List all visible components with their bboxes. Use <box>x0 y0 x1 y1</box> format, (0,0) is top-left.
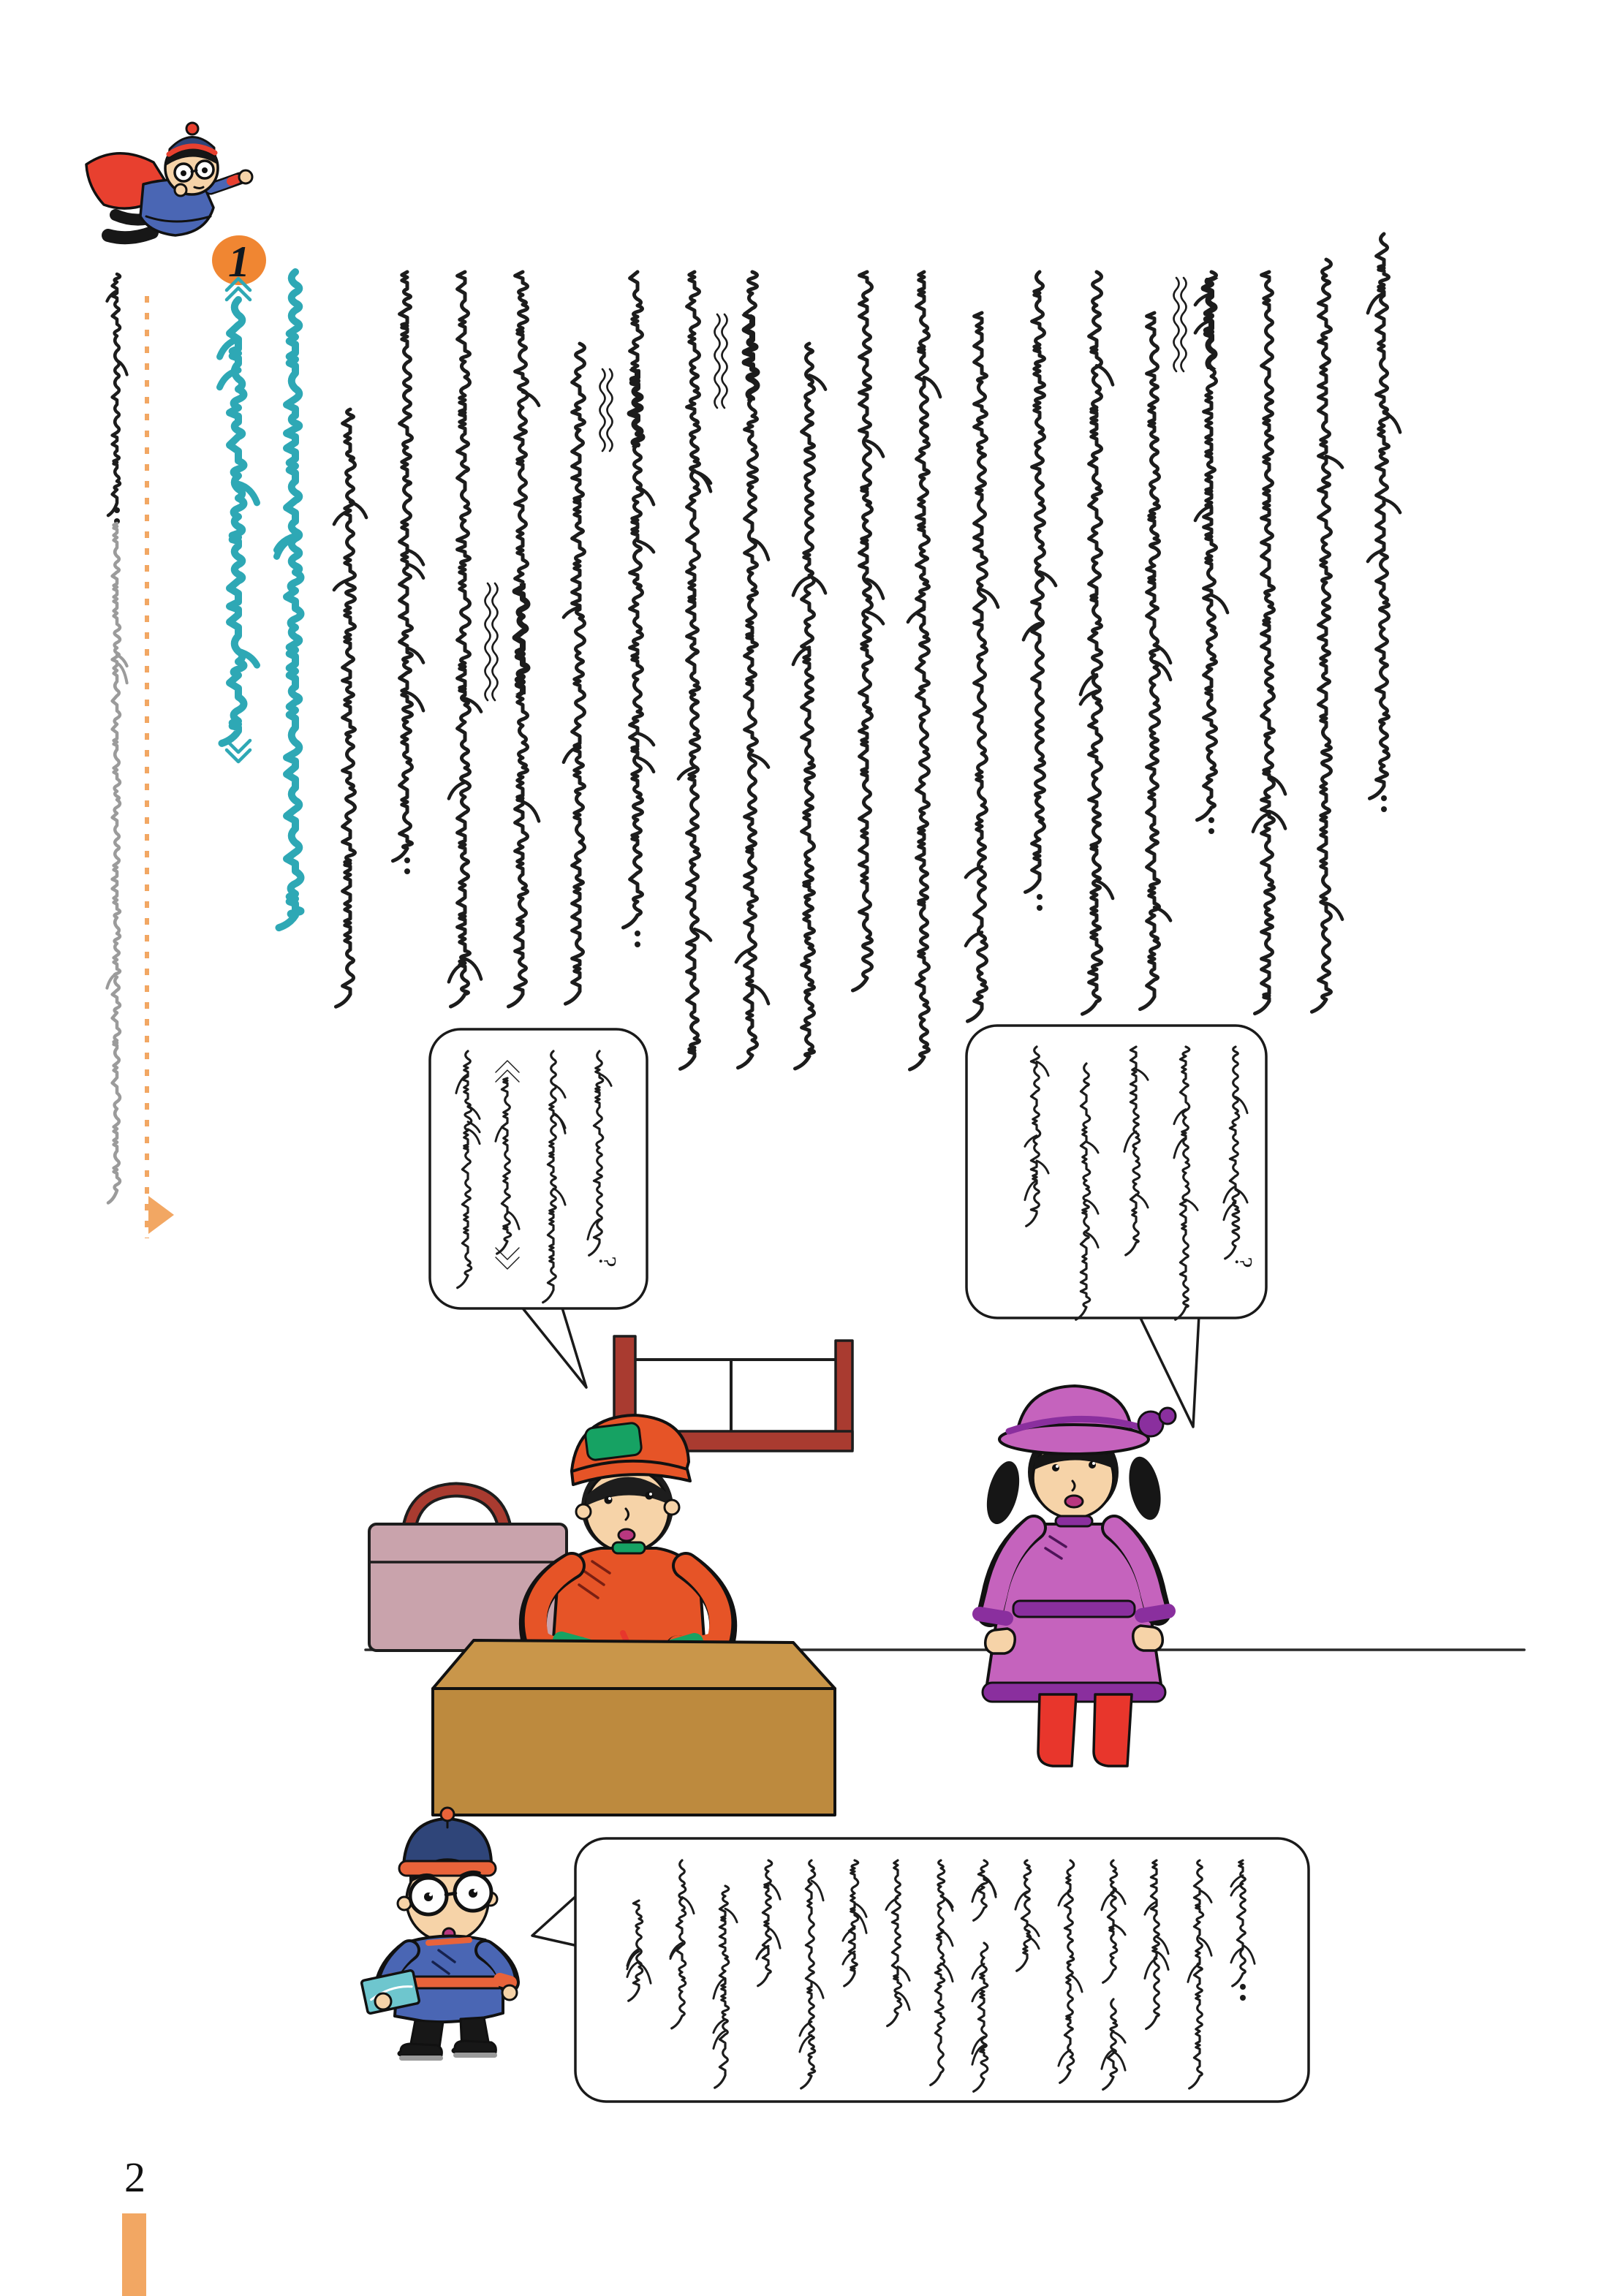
reading-passage <box>334 234 1400 1069</box>
page-number: 2 <box>124 2153 145 2201</box>
girl-boot-left <box>1038 1694 1076 1766</box>
footer-orange-bar <box>122 2213 146 2296</box>
girl-boot-right <box>1094 1694 1132 1766</box>
svg-text:?: ? <box>594 1256 621 1268</box>
sidebar-note-black <box>107 274 126 524</box>
divider-arrow-icon <box>148 1196 174 1234</box>
svg-text:?: ? <box>1230 1257 1257 1268</box>
girl-standing <box>980 1386 1176 1766</box>
speech-bubble-right <box>966 1026 1266 1427</box>
boy-with-book <box>361 1808 517 2061</box>
speech-bubble-left <box>430 1029 647 1387</box>
sidebar-note-gray <box>107 523 126 1202</box>
dotted-divider <box>147 296 174 1238</box>
lesson-badge-number: 1 <box>228 238 250 286</box>
lesson-title <box>220 272 301 928</box>
desk <box>433 1640 835 1815</box>
flying-mascot-boy <box>86 123 252 238</box>
